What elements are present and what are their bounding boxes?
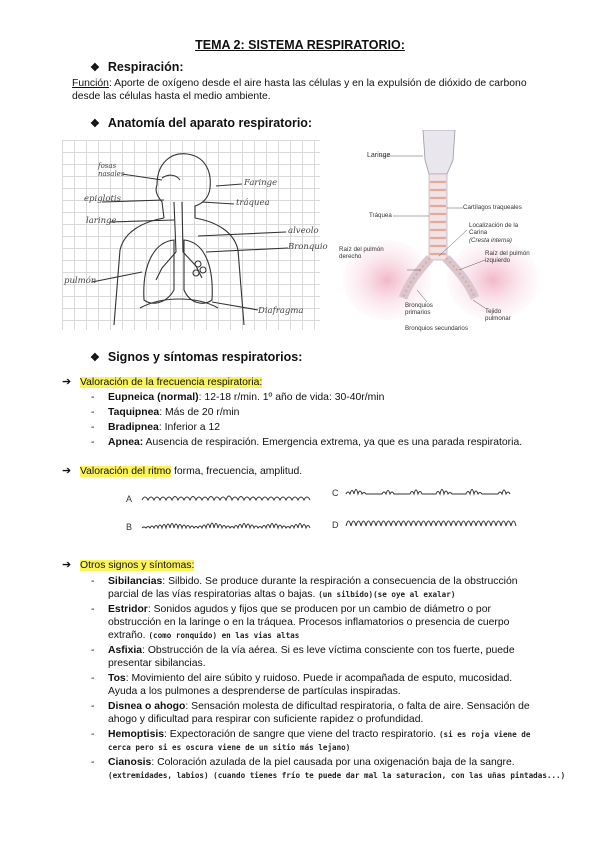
frecuencia-list <box>91 391 578 451</box>
desc-estridor-1: : Sonidos agudos y fijos que se producen por un cambio de diámetro o por <box>147 604 491 615</box>
list-item: - Taquipnea: Más de 20 r/min <box>91 407 240 418</box>
term-tos: Tos <box>108 673 126 684</box>
desc-cianosis-1: : Coloración azulada de la piel causada por una oxigenación baja de la sangre. <box>151 757 515 768</box>
page-title: TEMA 2: SISTEMA RESPIRATORIO: <box>195 38 405 52</box>
term-asfixia: Asfixia <box>108 645 143 656</box>
desc-estridor-3: extraño. <box>108 630 146 641</box>
breathing-patterns <box>120 480 530 540</box>
diamond-bullet-icon: ❖ <box>90 352 100 364</box>
right-arrow-icon: ➔ <box>62 559 72 571</box>
desc-bradipnea: : Inferior a 12 <box>158 422 221 433</box>
funcion-text-1: : Aporte de oxígeno desde el aire hasta las células y en la expulsión de dióxido de carbono <box>108 78 527 89</box>
diamond-bullet-icon: ❖ <box>90 118 100 130</box>
sketch-label-epiglotis: epiglotis <box>84 194 121 204</box>
sketch-label-alveolo: alveolo <box>288 226 319 236</box>
pattern-letter-b: B <box>126 522 133 532</box>
desc-tos-1: : Movimiento del aire súbito y ruidoso. Puede ir acompañada de esputo, mucosidad. <box>125 673 513 684</box>
fig-label-laringe: Laringe <box>367 152 391 159</box>
section-heading-anatomia <box>90 116 312 130</box>
term-sibilancias: Sibilancias <box>108 576 163 587</box>
term-eupneica: Eupneica (normal) <box>108 392 199 403</box>
term-bradipnea: Bradipnea <box>108 422 159 433</box>
desc-asfixia-2: presentar sibilancias. <box>108 658 206 669</box>
wave-c <box>346 490 510 495</box>
otros-list <box>91 575 578 784</box>
pattern-letter-d: D <box>332 520 339 530</box>
ritmo-label: Valoración del ritmo <box>80 466 172 477</box>
pattern-letter-a: A <box>126 494 133 504</box>
respiracion-heading-text: Respiración: <box>107 60 184 74</box>
sketch-label-fosas: fosas nasales <box>98 162 125 178</box>
wave-d <box>346 521 516 526</box>
frecuencia-label: Valoración de la frecuencia respiratoria: <box>80 377 263 388</box>
note-sibilancias: (un silbido)(se oye al exalar) <box>318 590 456 599</box>
funcion-paragraph <box>72 77 572 103</box>
sketch-label-bronquio: Bronquio <box>288 242 328 252</box>
fig-label-tejido: Tejido pulmonar <box>485 308 511 322</box>
term-hemoptisis: Hemoptisis <box>108 729 165 740</box>
list-item: - Apnea: Ausencia de respiración. Emergencia extrema, ya que es una parada respiratoria. <box>91 437 523 448</box>
note-hemoptisis-1: (si es roja viene de <box>438 730 531 739</box>
breathing-waves <box>120 480 530 540</box>
term-estridor: Estridor <box>108 604 148 615</box>
list-item: - Disnea o ahogo: Sensación molesta de dificultad respiratoria, o falta de aire. Sensación de ahogo y dificultad para respirar con suficiente rapidez o profundidad. <box>91 701 530 725</box>
desc-sibilancias-2: parcial de las vías respiratorias altas o bajas. <box>108 589 316 600</box>
anatomia-heading-text: Anatomía del aparato respiratorio: <box>107 116 313 130</box>
funcion-label: Función <box>72 78 109 89</box>
fig-label-localizacion: Localización de la Carina <box>469 222 519 236</box>
list-item: - Cianosis: Coloración azulada de la piel causada por una oxigenación baja de la sangre. (extremidades, labios) (cuando tienes frío te puede dar mal la saturacion, con las uñas pintadas...) <box>91 757 566 780</box>
fig-label-bronquios-secundarios: Bronquios secundarios <box>405 325 468 332</box>
desc-disnea-2: ahogo y dificultad para respirar con suficiente rapidez o profundidad. <box>108 714 424 725</box>
respiratory-illustration <box>335 130 550 335</box>
wave-a <box>142 496 310 500</box>
term-apnea: Apnea: <box>108 437 144 448</box>
desc-estridor-2: obstrucción en la laringe o en la tráquea. Procesos inflamatorios o presencia de cuerpo <box>108 617 510 628</box>
fig-label-carina: (Cresta interna) <box>469 237 512 244</box>
term-cianosis: Cianosis <box>108 757 152 768</box>
sketch-label-pulmon: pulmón <box>64 276 97 286</box>
anatomy-sketch <box>62 140 328 330</box>
note-hemoptisis-2: cerca pero si es oscura viene de un sitio más lejano) <box>108 743 351 752</box>
list-item: - Tos: Movimiento del aire súbito y ruidoso. Puede ir acompañada de esputo, mucosidad. Ayuda a los pulmones a desprenderse de partículas inspiradas. <box>91 673 513 697</box>
fig-label-bronquios-primarios: Bronquios primarios <box>405 302 433 316</box>
signos-heading-text: Signos y síntomas respiratorios: <box>107 350 303 364</box>
frecuencia-heading <box>62 375 262 388</box>
desc-asfixia-1: : Obstrucción de la vía aérea. Si es leve víctima consciente con tos fuerte, puede <box>142 645 515 656</box>
fig-label-raiz-derecho: Raíz del pulmón derecho <box>339 246 384 260</box>
right-arrow-icon: ➔ <box>62 376 72 388</box>
desc-disnea-1: : Sensación molesta de dificultad respiratoria, o falta de aire. Sensación de <box>185 701 530 712</box>
section-heading-signos <box>90 350 302 364</box>
funcion-text-2: desde las células hasta el medio ambiente. <box>72 91 271 102</box>
desc-sibilancias-1: : Silbido. Se produce durante la respiración a consecuencia de la obstrucción <box>162 576 518 587</box>
ritmo-heading <box>62 464 302 477</box>
otros-heading <box>62 558 194 571</box>
sketch-label-laringe: laringe <box>86 216 117 226</box>
right-arrow-icon: ➔ <box>62 465 72 477</box>
ritmo-rest: forma, frecuencia, amplitud. <box>171 466 303 477</box>
note-cianosis: (extremidades, labios) (cuando tienes frío te puede dar mal la saturacion, con las uñas pintadas...) <box>108 771 566 780</box>
list-item: - Hemoptisis: Expectoración de sangre que viene del tracto respiratorio. (si es roja viene de cerca pero si es oscura viene de un sitio más lejano) <box>91 729 531 752</box>
pattern-letter-c: C <box>332 488 339 498</box>
term-taquipnea: Taquipnea <box>108 407 160 418</box>
sketch-label-diafragma: Diafragma <box>258 306 304 316</box>
list-item: - Asfixia: Obstrucción de la vía aérea. Si es leve víctima consciente con tos fuerte, puede presentar sibilancias. <box>91 645 515 669</box>
sketch-label-traquea: tráquea <box>236 198 270 208</box>
section-heading-respiracion <box>90 60 184 74</box>
note-estridor: (como ronquido) en las vias altas <box>148 631 300 640</box>
list-item: - Estridor: Sonidos agudos y fijos que se producen por un cambio de diámetro o por obstrucción en la laringe o en la tráquea. Procesos inflamatorios o presencia de cuerpo extraño. (como ronquido) en las vias altas <box>91 604 510 641</box>
list-item: - Bradipnea: Inferior a 12 <box>91 422 221 433</box>
otros-label: Otros signos y síntomas: <box>80 560 195 571</box>
list-item: - Sibilancias: Silbido. Se produce durante la respiración a consecuencia de la obstrucción parcial de las vías respiratorias altas o bajas. (un silbido)(se oye al exalar) <box>91 576 518 600</box>
desc-eupneica: : 12-18 r/min. 1º año de vida: 30-40r/min <box>198 392 385 403</box>
sketch-label-faringe: Faringe <box>244 178 278 188</box>
desc-tos-2: Ayuda a los pulmones a desprenderse de partículas inspiradas. <box>108 686 401 697</box>
wave-b <box>142 523 310 528</box>
desc-apnea: Ausencia de respiración. Emergencia extrema, ya que es una parada respiratoria. <box>143 437 523 448</box>
fig-label-cartilagos: Cartílagos traqueales <box>463 204 522 211</box>
desc-taquipnea: : Más de 20 r/min <box>159 407 240 418</box>
desc-hemoptisis-1: : Expectoración de sangre que viene del tracto respiratorio. <box>164 729 437 740</box>
diamond-bullet-icon: ❖ <box>90 62 100 74</box>
list-item: - Eupneica (normal): 12-18 r/min. 1º año de vida: 30-40r/min <box>91 392 385 403</box>
fig-label-traquea: Tráquea <box>369 212 392 219</box>
fig-label-raiz-izquierdo: Raíz del pulmón izquierdo <box>485 250 530 264</box>
term-disnea: Disnea o ahogo <box>108 701 186 712</box>
